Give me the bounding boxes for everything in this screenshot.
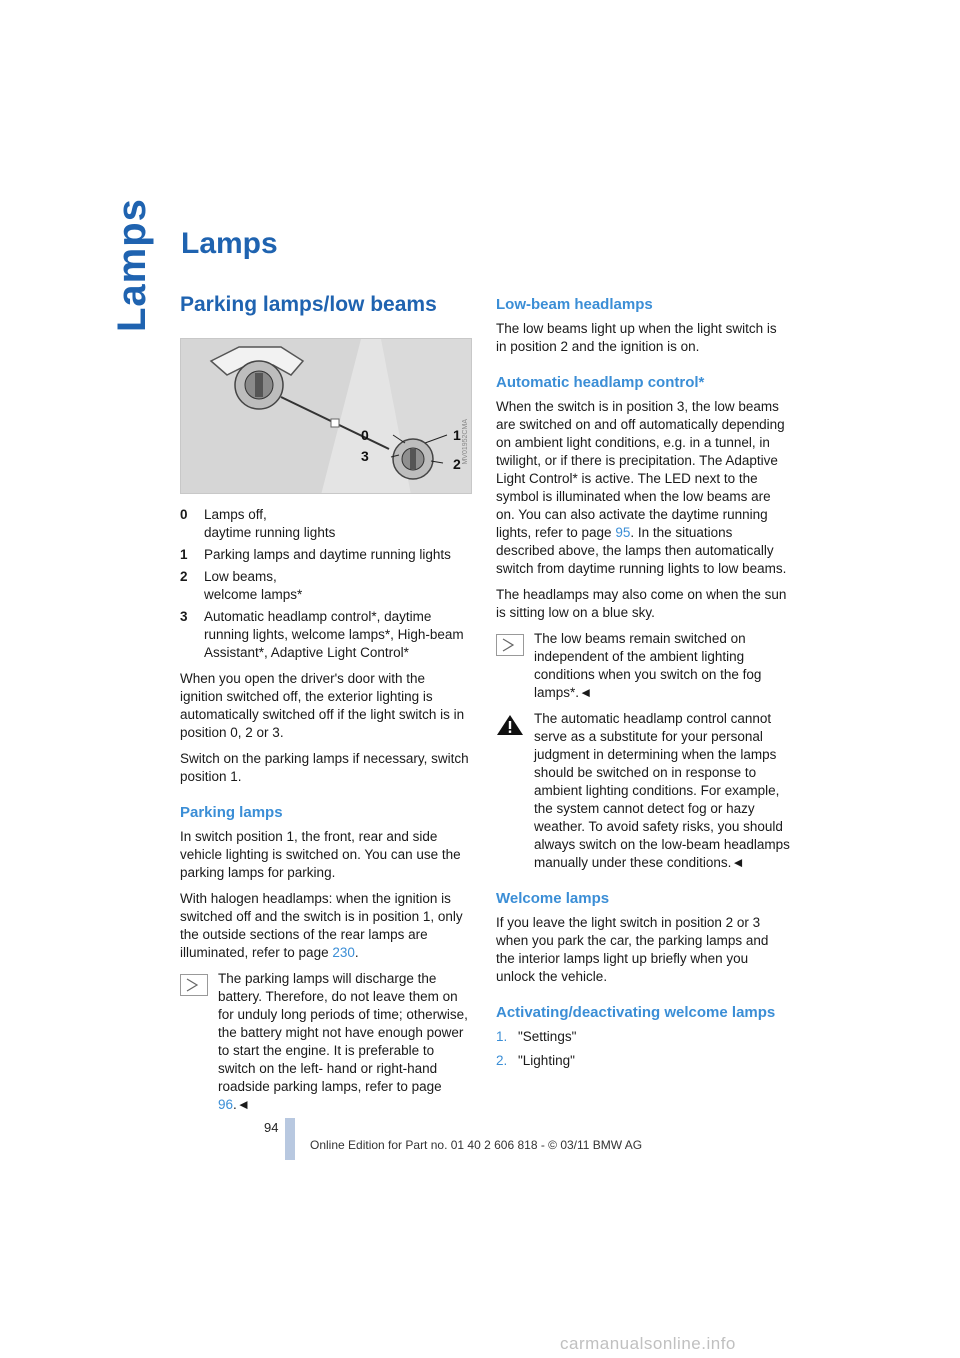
- side-tab-label: Lamps: [110, 198, 154, 332]
- paragraph-switch-on: Switch on the parking lamps if necessary, switch position 1.: [180, 751, 469, 784]
- paragraph-blue-sky: The headlamps may also come on when the sun is sitting low on a blue sky.: [496, 587, 787, 620]
- legend-item: 0 Lamps off, daytime running lights: [180, 507, 336, 540]
- legend-item: 1 Parking lamps and daytime running lights: [180, 547, 451, 562]
- note-battery: The parking lamps will discharge the battery. Therefore, do not leave them on for unduly long periods of time; otherwise, the battery might not have enough power to start the engine. It is preferable to switch on the left- hand or right-hand roadside parking lamps, refer to page 96.◄: [180, 970, 470, 1114]
- figure-label-0: 0: [361, 427, 369, 443]
- steps-list: [496, 1028, 790, 1070]
- figure-label-2: 2: [453, 456, 461, 472]
- subheading-automatic-headlamp-control: Automatic headlamp control*: [496, 374, 705, 391]
- paragraph-automatic-control: When the switch is in position 3, the low beams are switched on and off automatically depending on ambient light conditions, e.g. in a tunnel, in twilight, or if there is precipitation. The Adaptive Light Control* is active. The LED next to the symbol is illuminated when the low beams are on. You can also activate the daytime running lights, refer to page 95. In the situations described above, the lamps then automatically switch from daytime running lights to low beams.: [496, 399, 787, 576]
- watermark: carmanualsonline.info: [560, 1334, 736, 1353]
- page-number: 94: [264, 1120, 279, 1135]
- warning-triangle-icon: [496, 714, 524, 736]
- light-switch-figure: [180, 338, 472, 494]
- paragraph-door-open: When you open the driver's door with the ignition switched off, the exterior lighting is automatically switched off if the light switch is in position 0, 2 or 3.: [180, 671, 465, 740]
- page-title: Lamps: [181, 227, 278, 260]
- footer-bar: [285, 1118, 295, 1160]
- left-column: [180, 292, 470, 1122]
- legend-item: 3 Automatic headlamp control*, daytime running lights, welcome lamps*, High-beam Assistant*, Adaptive Light Control*: [180, 609, 464, 660]
- figure-label-1: 1: [453, 427, 461, 443]
- paragraph-switch-position-1: In switch position 1, the front, rear and side vehicle lighting is switched on. You can use the parking lamps for parking.: [180, 829, 461, 880]
- note-icon: [496, 634, 524, 656]
- subheading-parking-lamps: Parking lamps: [180, 804, 283, 821]
- edition-footer: Online Edition for Part no. 01 40 2 606 818 - © 03/11 BMW AG: [310, 1138, 643, 1152]
- page-link-230[interactable]: 230: [332, 945, 355, 960]
- section-heading-parking-low-beams: Parking lamps/low beams: [180, 293, 437, 316]
- legend-item: 2 Low beams, welcome lamps*: [180, 569, 303, 602]
- subheading-welcome-lamps: Welcome lamps: [496, 890, 610, 907]
- warning-automatic-control: The automatic headlamp control cannot serve as a substitute for your personal judgment in determining when the lamps should be switched on in response to ambient lighting conditions. For example, the system cannot detect fog or hazy weather. To avoid safety risks, you should always switch on the low-beam headlamps manually under these conditions.◄: [496, 710, 790, 872]
- paragraph-halogen: With halogen headlamps: when the ignition is switched off and the switch is in position 1, only the outside sections of the rear lamps are illuminated, refer to page 230.: [180, 891, 463, 960]
- subheading-activate-welcome-lamps: Activating/deactivating welcome lamps: [496, 1004, 776, 1021]
- list-item: 2. "Lighting": [496, 1053, 575, 1068]
- note-icon: [180, 974, 208, 996]
- paragraph-welcome: If you leave the light switch in position 2 or 3 when you park the car, the parking lamps and the interior lamps light up briefly when you unlock the vehicle.: [496, 915, 769, 984]
- right-column: [496, 292, 790, 1076]
- page-link-95[interactable]: 95: [615, 525, 631, 540]
- figure-label-3: 3: [361, 448, 369, 464]
- note-fog-lamps: The low beams remain switched on independent of the ambient lighting conditions when you switch on the fog lamps*.◄: [496, 630, 790, 702]
- figure-code: MV01952CMA: [462, 419, 469, 465]
- switch-position-legend: [180, 506, 470, 662]
- list-item: 1. "Settings": [496, 1029, 577, 1044]
- page-link-96[interactable]: 96: [218, 1097, 234, 1112]
- subheading-low-beam-headlamps: Low-beam headlamps: [496, 296, 653, 313]
- light-switch-illustration: [181, 339, 472, 494]
- paragraph-low-beam: The low beams light up when the light switch is in position 2 and the ignition is on.: [496, 321, 777, 354]
